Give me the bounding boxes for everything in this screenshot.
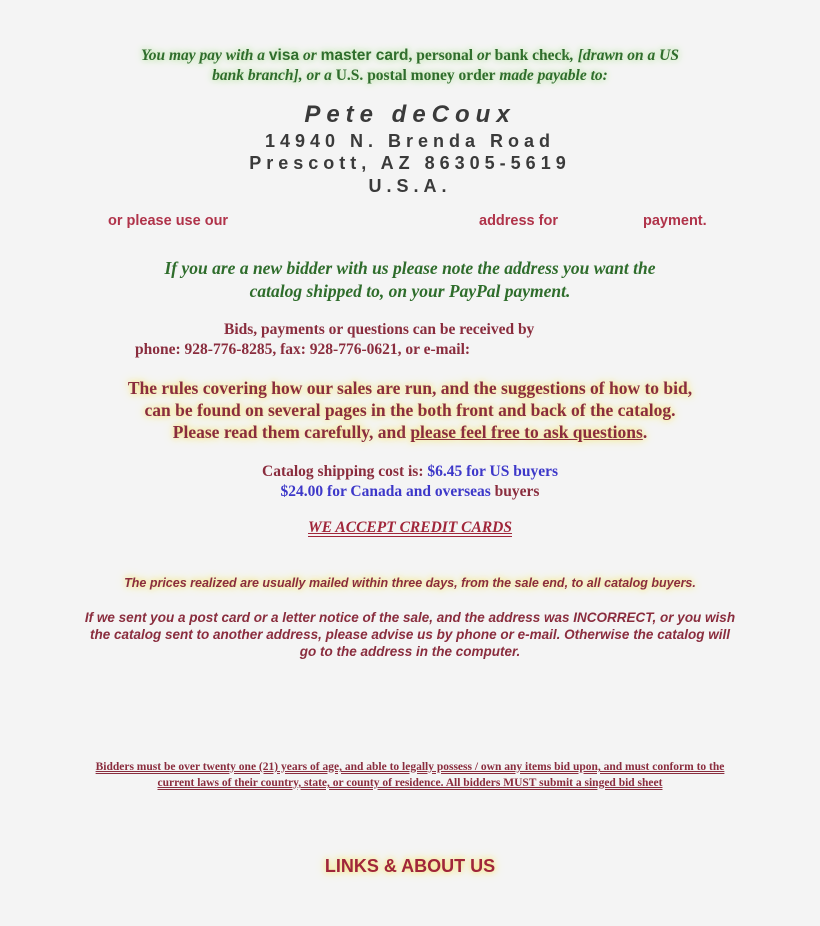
- paypal-text-part-3: payment.: [643, 213, 707, 229]
- postcard-notice: If we sent you a post card or a letter notice of the sale, and the address was INCORRECT, or you wish the catalog sent to another address, please advise us by phone or e-mail. Otherwise the catalog will go to the address in the computer.: [84, 610, 736, 659]
- shipping-cost: Catalog shipping cost is: $6.45 for US buyers $24.00 for Canada and overseas buyers: [262, 463, 558, 500]
- rules-notice: The rules covering how our sales are run, and the suggestions of how to bid, can be found on several pages in the both front and back of the catalog. Please read them carefully, and please feel free to ask questions.: [127, 378, 693, 442]
- payee-name: Pete deCoux: [304, 101, 516, 128]
- credit-cards-link[interactable]: WE ACCEPT CREDIT CARDS: [308, 519, 512, 536]
- address-country: U.S.A.: [368, 176, 452, 196]
- paypal-text-part-2: address for: [479, 213, 558, 229]
- paypal-text-part-1: or please use our: [108, 213, 229, 229]
- links-about-us-link[interactable]: LINKS & ABOUT US: [324, 856, 496, 876]
- address-line-1: 14940 N. Brenda Road: [264, 131, 556, 151]
- prices-realized-notice: The prices realized are usually mailed within three days, from the sale end, to all catalog buyers.: [124, 576, 696, 590]
- new-bidder-notice: If you are a new bidder with us please note the address you want the catalog shipped to, on your PayPal payment.: [164, 258, 656, 301]
- contact-intro: Bids, payments or questions can be received by: [224, 321, 535, 338]
- contact-phone-fax-email: phone: 928-776-8285, fax: 928-776-0621, or e-mail:: [135, 341, 471, 358]
- ask-questions-link[interactable]: please feel free to ask questions: [410, 422, 643, 442]
- shipping-intl-price: $24.00 for Canada and overseas: [280, 483, 491, 500]
- address-line-2: Prescott, AZ 86305-5619: [249, 153, 571, 173]
- payment-methods-text: You may pay with a visa or master card, personal or bank check, [drawn on a US bank branch], or a U.S. postal money order made payable to:: [141, 47, 679, 84]
- bidders-age-notice[interactable]: Bidders must be over twenty one (21) years of age, and able to legally possess / own any items bid upon, and must conform to the current laws of their country, state, or county of residence. All bidders MUST submit a singed bid sheet: [95, 761, 725, 789]
- shipping-us-price: $6.45 for US buyers: [427, 463, 558, 480]
